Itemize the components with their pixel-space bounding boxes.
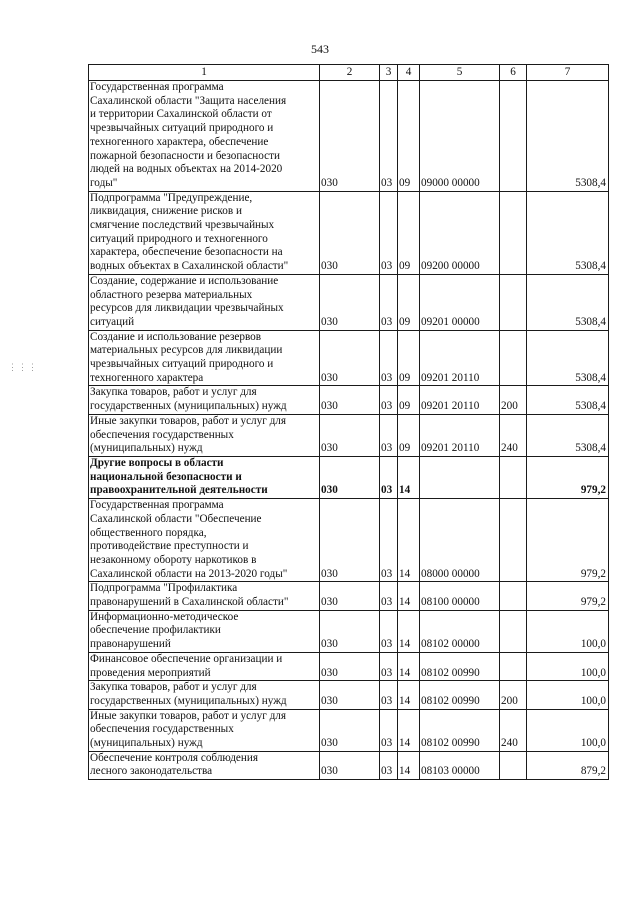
section-code-cell: 03 xyxy=(380,274,398,330)
item-name-line: ситуаций xyxy=(90,315,135,328)
subsection-code-cell: 14 xyxy=(398,582,420,610)
target-article-cell xyxy=(420,456,500,498)
expense-type-cell xyxy=(500,582,527,610)
subsection-code-cell: 09 xyxy=(398,386,420,414)
expense-type-cell xyxy=(500,330,527,386)
ved-code-cell: 030 xyxy=(320,709,380,751)
table-row xyxy=(89,681,609,709)
table-row xyxy=(89,274,609,330)
table-row xyxy=(89,499,609,582)
amount-cell: 879,2 xyxy=(527,751,609,779)
item-name-line: общественного порядка, xyxy=(90,526,207,539)
item-name-line: материальных ресурсов для ликвидации xyxy=(90,344,283,357)
amount-cell: 5308,4 xyxy=(527,386,609,414)
target-article-cell: 08102 00000 xyxy=(420,610,500,652)
item-name-line: людей на водных объектах на 2014-2020 xyxy=(90,163,283,176)
item-name-cell xyxy=(89,582,320,610)
target-article-cell: 08100 00000 xyxy=(420,582,500,610)
section-code-cell: 03 xyxy=(380,709,398,751)
section-code-cell: 03 xyxy=(380,582,398,610)
section-code-cell: 03 xyxy=(380,751,398,779)
item-name-cell xyxy=(89,191,320,274)
item-name-cell xyxy=(89,456,320,498)
expense-type-cell xyxy=(500,499,527,582)
item-name-line: характера, обеспечение безопасности на xyxy=(90,246,283,259)
column-header-2: 2 xyxy=(320,65,380,81)
ved-code-cell: 030 xyxy=(320,191,380,274)
subsection-code-cell: 09 xyxy=(398,414,420,456)
table-row xyxy=(89,709,609,751)
section-code-cell: 03 xyxy=(380,610,398,652)
item-name-line: лесного законодательства xyxy=(90,765,213,778)
table-row xyxy=(89,652,609,680)
item-name-cell xyxy=(89,330,320,386)
expense-type-cell: 200 xyxy=(500,681,527,709)
item-name-line: областного резерва материальных xyxy=(90,288,253,301)
section-code-cell: 03 xyxy=(380,330,398,386)
item-name-line: техногенного характера xyxy=(90,371,204,384)
ved-code-cell: 030 xyxy=(320,582,380,610)
item-name-line: проведения мероприятий xyxy=(90,666,211,679)
expense-type-cell xyxy=(500,652,527,680)
target-article-cell: 08102 00990 xyxy=(420,709,500,751)
margin-scan-mark: ⋮⋮⋮ xyxy=(8,362,38,372)
item-name-cell xyxy=(89,709,320,751)
expense-type-cell xyxy=(500,274,527,330)
amount-cell: 5308,4 xyxy=(527,81,609,192)
expense-type-cell: 240 xyxy=(500,414,527,456)
item-name-line: правонарушений xyxy=(90,638,171,651)
item-name-line: правонарушений в Сахалинской области" xyxy=(90,596,289,609)
item-name-line: Подпрограмма "Профилактика xyxy=(90,582,238,595)
table-row xyxy=(89,330,609,386)
ved-code-cell: 030 xyxy=(320,610,380,652)
subsection-code-cell: 14 xyxy=(398,681,420,709)
section-code-cell: 03 xyxy=(380,499,398,582)
section-code-cell: 03 xyxy=(380,456,398,498)
table-row xyxy=(89,191,609,274)
item-name-line: незаконному обороту наркотиков в xyxy=(90,553,257,566)
table-body xyxy=(89,81,609,780)
subsection-code-cell: 09 xyxy=(398,81,420,192)
item-name-line: Другие вопросы в области xyxy=(90,456,224,469)
expense-type-cell: 200 xyxy=(500,386,527,414)
section-code-cell: 03 xyxy=(380,414,398,456)
ved-code-cell: 030 xyxy=(320,456,380,498)
subsection-code-cell: 14 xyxy=(398,456,420,498)
target-article-cell: 09000 00000 xyxy=(420,81,500,192)
item-name-cell xyxy=(89,81,320,192)
item-name-line: Финансовое обеспечение организации и xyxy=(90,652,283,665)
item-name-line: Создание, содержание и использование xyxy=(90,274,279,287)
subsection-code-cell: 14 xyxy=(398,751,420,779)
amount-cell: 5308,4 xyxy=(527,414,609,456)
item-name-cell xyxy=(89,610,320,652)
page-number: 543 xyxy=(311,42,329,56)
ved-code-cell: 030 xyxy=(320,330,380,386)
ved-code-cell: 030 xyxy=(320,499,380,582)
item-name-line: Иные закупки товаров, работ и услуг для xyxy=(90,709,287,722)
ved-code-cell: 030 xyxy=(320,386,380,414)
budget-table xyxy=(88,64,609,780)
subsection-code-cell: 14 xyxy=(398,499,420,582)
expense-type-cell: 240 xyxy=(500,709,527,751)
table-row xyxy=(89,582,609,610)
amount-cell: 979,2 xyxy=(527,456,609,498)
item-name-line: и территории Сахалинской области от xyxy=(90,108,272,121)
item-name-line: Закупка товаров, работ и услуг для xyxy=(90,386,257,399)
item-name-line: Государственная программа xyxy=(90,81,224,93)
amount-cell: 5308,4 xyxy=(527,191,609,274)
ved-code-cell: 030 xyxy=(320,751,380,779)
column-header-3: 3 xyxy=(380,65,398,81)
expense-type-cell xyxy=(500,610,527,652)
subsection-code-cell: 09 xyxy=(398,191,420,274)
column-header-5: 5 xyxy=(420,65,500,81)
item-name-cell xyxy=(89,414,320,456)
item-name-line: Информационно-методическое xyxy=(90,610,239,623)
subsection-code-cell: 14 xyxy=(398,709,420,751)
amount-cell: 100,0 xyxy=(527,681,609,709)
amount-cell: 979,2 xyxy=(527,582,609,610)
item-name-line: государственных (муниципальных) нужд xyxy=(90,694,287,707)
ved-code-cell: 030 xyxy=(320,414,380,456)
expense-type-cell xyxy=(500,456,527,498)
ved-code-cell: 030 xyxy=(320,81,380,192)
subsection-code-cell: 14 xyxy=(398,652,420,680)
table-row xyxy=(89,386,609,414)
item-name-line: Иные закупки товаров, работ и услуг для xyxy=(90,414,287,427)
target-article-cell: 09201 20110 xyxy=(420,414,500,456)
expense-type-cell xyxy=(500,191,527,274)
amount-cell: 979,2 xyxy=(527,499,609,582)
item-name-line: Подпрограмма "Предупреждение, xyxy=(90,191,253,204)
target-article-cell: 08102 00990 xyxy=(420,681,500,709)
column-header-7: 7 xyxy=(527,65,609,81)
item-name-line: пожарной безопасности и безопасности xyxy=(90,149,280,162)
item-name-line: Создание и использование резервов xyxy=(90,330,262,343)
ved-code-cell: 030 xyxy=(320,274,380,330)
table-row xyxy=(89,610,609,652)
item-name-line: годы" xyxy=(90,176,118,189)
item-name-line: противодействие преступности и xyxy=(90,540,249,553)
ved-code-cell: 030 xyxy=(320,652,380,680)
table-row xyxy=(89,81,609,192)
item-name-line: Сахалинской области на 2013-2020 годы" xyxy=(90,567,288,580)
item-name-line: (муниципальных) нужд xyxy=(90,442,203,455)
target-article-cell: 09201 00000 xyxy=(420,274,500,330)
item-name-line: ситуаций природного и техногенного xyxy=(90,232,268,245)
amount-cell: 5308,4 xyxy=(527,330,609,386)
budget-table-container xyxy=(88,64,609,780)
column-header-6: 6 xyxy=(500,65,527,81)
item-name-line: Сахалинской области "Обеспечение xyxy=(90,512,262,525)
target-article-cell: 08000 00000 xyxy=(420,499,500,582)
item-name-line: чрезвычайных ситуаций природного и xyxy=(90,358,274,371)
amount-cell: 100,0 xyxy=(527,709,609,751)
target-article-cell: 08103 00000 xyxy=(420,751,500,779)
item-name-line: Обеспечение контроля соблюдения xyxy=(90,751,258,764)
item-name-line: Сахалинской области "Защита населения xyxy=(90,94,287,107)
subsection-code-cell: 14 xyxy=(398,610,420,652)
item-name-line: ресурсов для ликвидации чрезвычайных xyxy=(90,302,284,315)
target-article-cell: 09201 20110 xyxy=(420,386,500,414)
section-code-cell: 03 xyxy=(380,191,398,274)
item-name-line: смягчение последствий чрезвычайных xyxy=(90,219,275,232)
item-name-cell xyxy=(89,751,320,779)
item-name-line: правоохранительной деятельности xyxy=(90,484,268,497)
item-name-line: Закупка товаров, работ и услуг для xyxy=(90,681,257,694)
column-header-4: 4 xyxy=(398,65,420,81)
item-name-line: чрезвычайных ситуаций природного и xyxy=(90,122,274,135)
item-name-line: обеспечения государственных xyxy=(90,723,234,736)
table-row xyxy=(89,414,609,456)
table-row xyxy=(89,456,609,498)
table-header-row xyxy=(89,65,609,81)
item-name-line: (муниципальных) нужд xyxy=(90,737,203,750)
amount-cell: 5308,4 xyxy=(527,274,609,330)
item-name-cell xyxy=(89,681,320,709)
ved-code-cell: 030 xyxy=(320,681,380,709)
expense-type-cell xyxy=(500,751,527,779)
subsection-code-cell: 09 xyxy=(398,330,420,386)
section-code-cell: 03 xyxy=(380,652,398,680)
item-name-cell xyxy=(89,499,320,582)
target-article-cell: 09201 20110 xyxy=(420,330,500,386)
item-name-line: техногенного характера, обеспечение xyxy=(90,135,269,148)
item-name-cell xyxy=(89,652,320,680)
section-code-cell: 03 xyxy=(380,81,398,192)
table-row xyxy=(89,751,609,779)
item-name-line: ликвидация, снижение рисков и xyxy=(90,205,242,218)
target-article-cell: 08102 00990 xyxy=(420,652,500,680)
section-code-cell: 03 xyxy=(380,386,398,414)
item-name-line: обеспечение профилактики xyxy=(90,624,221,637)
item-name-line: государственных (муниципальных) нужд xyxy=(90,400,287,413)
amount-cell: 100,0 xyxy=(527,652,609,680)
subsection-code-cell: 09 xyxy=(398,274,420,330)
item-name-line: национальной безопасности и xyxy=(90,470,242,483)
item-name-line: водных объектах в Сахалинской области" xyxy=(90,260,289,273)
section-code-cell: 03 xyxy=(380,681,398,709)
expense-type-cell xyxy=(500,81,527,192)
item-name-line: Государственная программа xyxy=(90,499,224,512)
target-article-cell: 09200 00000 xyxy=(420,191,500,274)
item-name-line: обеспечения государственных xyxy=(90,428,234,441)
item-name-cell xyxy=(89,274,320,330)
item-name-cell xyxy=(89,386,320,414)
column-header-1: 1 xyxy=(89,65,320,81)
amount-cell: 100,0 xyxy=(527,610,609,652)
